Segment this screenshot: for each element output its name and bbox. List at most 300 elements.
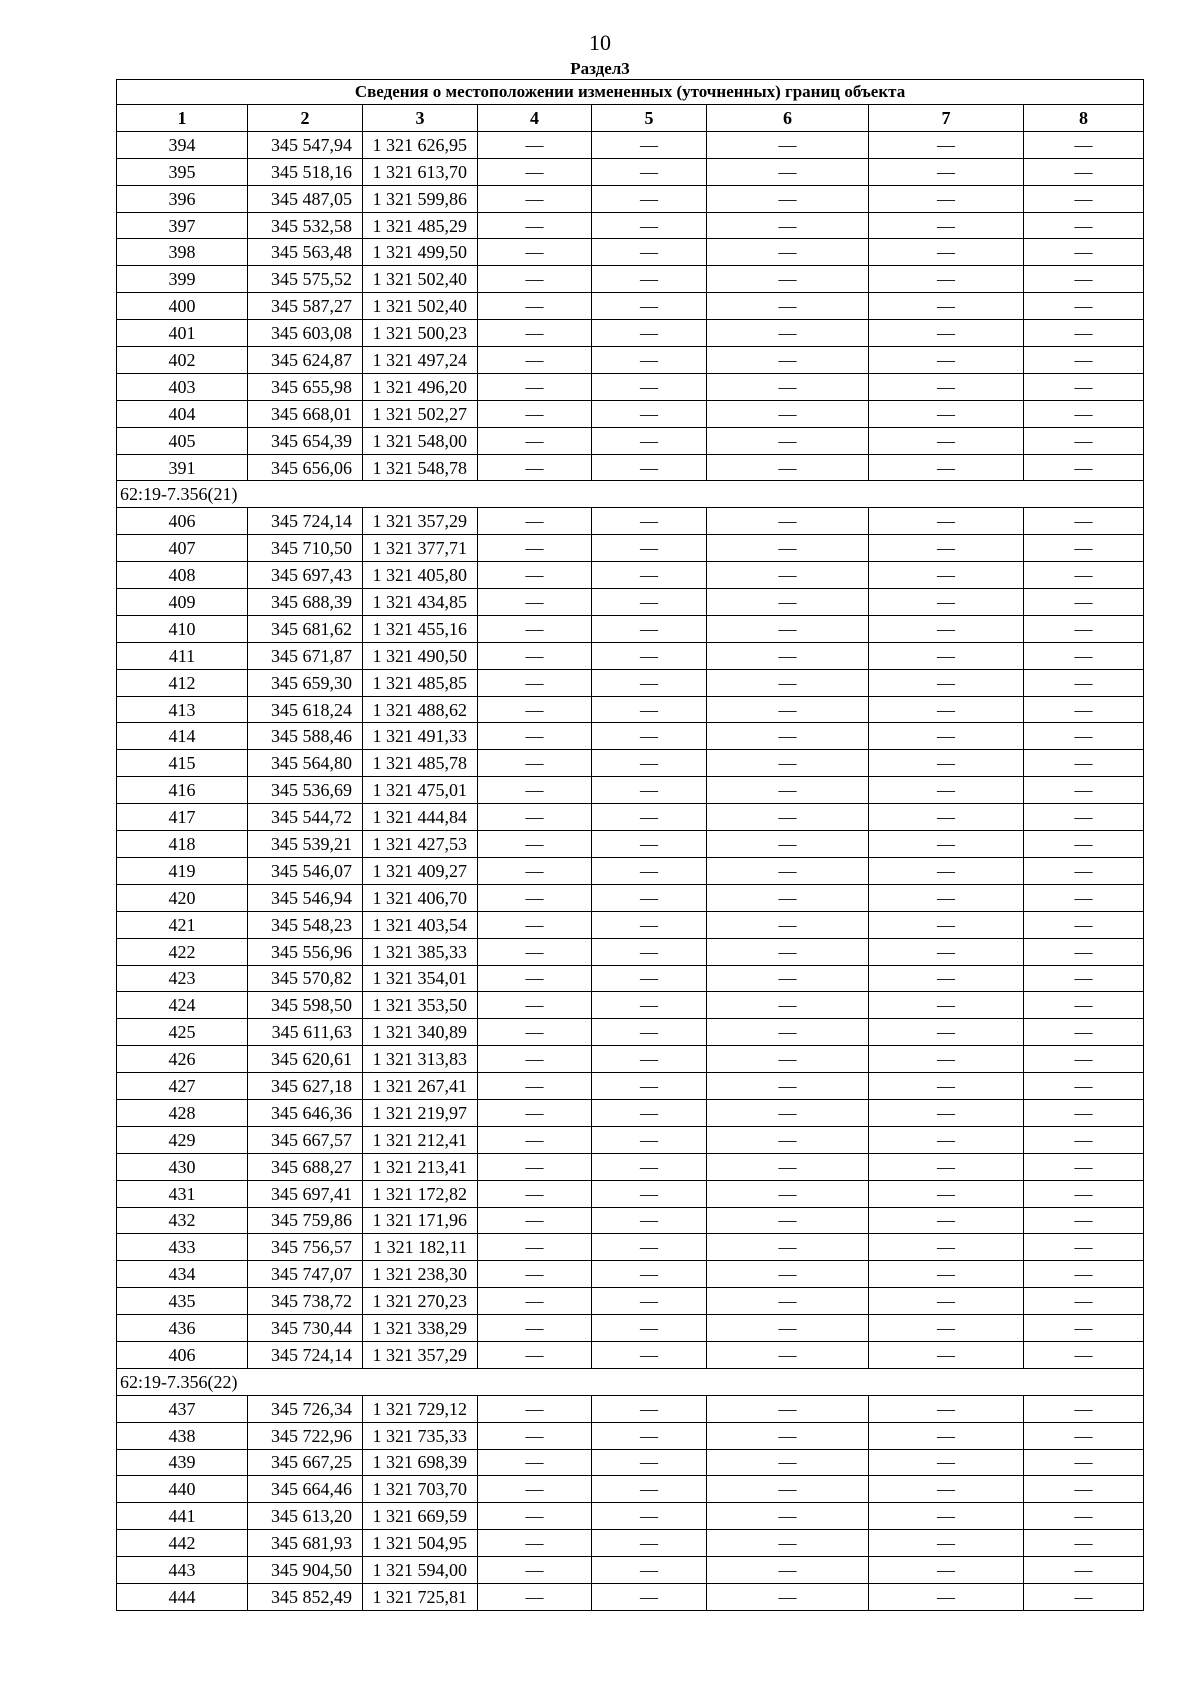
- empty-value-cell: —: [1024, 992, 1144, 1019]
- empty-value-cell: —: [592, 320, 707, 347]
- coordinate-x: 345 556,96: [248, 938, 363, 965]
- coordinate-x: 345 547,94: [248, 131, 363, 158]
- empty-value-cell: —: [1024, 347, 1144, 374]
- empty-value-cell: —: [869, 1153, 1024, 1180]
- empty-value-cell: —: [478, 266, 592, 293]
- point-number: 407: [117, 535, 248, 562]
- empty-value-cell: —: [592, 1341, 707, 1368]
- empty-value-cell: —: [592, 1288, 707, 1315]
- empty-value-cell: —: [478, 508, 592, 535]
- empty-value-cell: —: [707, 642, 869, 669]
- empty-value-cell: —: [478, 1153, 592, 1180]
- table-row: [117, 642, 1144, 669]
- point-number: 439: [117, 1449, 248, 1476]
- empty-value-cell: —: [869, 454, 1024, 481]
- empty-value-cell: —: [869, 750, 1024, 777]
- empty-value-cell: —: [869, 1422, 1024, 1449]
- boundary-coordinates-table: [116, 79, 1144, 1611]
- empty-value-cell: —: [478, 911, 592, 938]
- empty-value-cell: —: [1024, 400, 1144, 427]
- empty-value-cell: —: [478, 535, 592, 562]
- empty-value-cell: —: [478, 1180, 592, 1207]
- empty-value-cell: —: [592, 1395, 707, 1422]
- empty-value-cell: —: [1024, 911, 1144, 938]
- coordinate-y: 1 321 354,01: [363, 965, 478, 992]
- coordinate-x: 345 759,86: [248, 1207, 363, 1234]
- empty-value-cell: —: [707, 535, 869, 562]
- empty-value-cell: —: [592, 911, 707, 938]
- coordinate-y: 1 321 669,59: [363, 1503, 478, 1530]
- table-row: [117, 347, 1144, 374]
- empty-value-cell: —: [478, 857, 592, 884]
- table-row: [117, 696, 1144, 723]
- empty-value-cell: —: [707, 696, 869, 723]
- empty-value-cell: —: [478, 1315, 592, 1342]
- point-number: 411: [117, 642, 248, 669]
- empty-value-cell: —: [1024, 1019, 1144, 1046]
- empty-value-cell: —: [707, 1207, 869, 1234]
- empty-value-cell: —: [1024, 831, 1144, 858]
- empty-value-cell: —: [478, 1126, 592, 1153]
- empty-value-cell: —: [869, 1180, 1024, 1207]
- empty-value-cell: —: [1024, 777, 1144, 804]
- empty-value-cell: —: [592, 1557, 707, 1584]
- empty-value-cell: —: [707, 562, 869, 589]
- empty-value-cell: —: [478, 212, 592, 239]
- coordinate-x: 345 756,57: [248, 1234, 363, 1261]
- empty-value-cell: —: [478, 293, 592, 320]
- point-number: 443: [117, 1557, 248, 1584]
- empty-value-cell: —: [1024, 1126, 1144, 1153]
- empty-value-cell: —: [478, 831, 592, 858]
- empty-value-cell: —: [869, 642, 1024, 669]
- empty-value-cell: —: [1024, 1315, 1144, 1342]
- coordinate-x: 345 688,27: [248, 1153, 363, 1180]
- coordinate-y: 1 321 475,01: [363, 777, 478, 804]
- empty-value-cell: —: [592, 131, 707, 158]
- empty-value-cell: —: [869, 1557, 1024, 1584]
- empty-value-cell: —: [869, 589, 1024, 616]
- coordinate-x: 345 575,52: [248, 266, 363, 293]
- empty-value-cell: —: [478, 373, 592, 400]
- coordinate-y: 1 321 434,85: [363, 589, 478, 616]
- coordinate-x: 345 664,46: [248, 1476, 363, 1503]
- parcel-label: 62:19-7.356(21): [117, 481, 1144, 508]
- empty-value-cell: —: [478, 1046, 592, 1073]
- empty-value-cell: —: [869, 965, 1024, 992]
- empty-value-cell: —: [592, 1583, 707, 1610]
- table-row: [117, 750, 1144, 777]
- point-number: 410: [117, 615, 248, 642]
- empty-value-cell: —: [707, 615, 869, 642]
- coordinate-x: 345 730,44: [248, 1315, 363, 1342]
- empty-value-cell: —: [1024, 1099, 1144, 1126]
- empty-value-cell: —: [707, 804, 869, 831]
- empty-value-cell: —: [707, 400, 869, 427]
- column-number: 8: [1024, 105, 1144, 132]
- point-number: 396: [117, 185, 248, 212]
- table-row: [117, 1503, 1144, 1530]
- empty-value-cell: —: [707, 1530, 869, 1557]
- empty-value-cell: —: [869, 373, 1024, 400]
- empty-value-cell: —: [478, 884, 592, 911]
- empty-value-cell: —: [1024, 1073, 1144, 1100]
- coordinate-x: 345 544,72: [248, 804, 363, 831]
- point-number: 400: [117, 293, 248, 320]
- coordinate-x: 345 738,72: [248, 1288, 363, 1315]
- point-number: 406: [117, 1341, 248, 1368]
- empty-value-cell: —: [869, 1261, 1024, 1288]
- point-number: 422: [117, 938, 248, 965]
- empty-value-cell: —: [1024, 1476, 1144, 1503]
- empty-value-cell: —: [1024, 857, 1144, 884]
- column-number: 4: [478, 105, 592, 132]
- coordinate-x: 345 681,93: [248, 1530, 363, 1557]
- empty-value-cell: —: [478, 804, 592, 831]
- empty-value-cell: —: [478, 427, 592, 454]
- table-row: [117, 131, 1144, 158]
- point-number: 430: [117, 1153, 248, 1180]
- point-number: 418: [117, 831, 248, 858]
- coordinate-y: 1 321 485,85: [363, 669, 478, 696]
- empty-value-cell: —: [592, 1261, 707, 1288]
- empty-value-cell: —: [1024, 1503, 1144, 1530]
- table-row: [117, 1530, 1144, 1557]
- table-row: [117, 589, 1144, 616]
- coordinate-y: 1 321 703,70: [363, 1476, 478, 1503]
- empty-value-cell: —: [869, 158, 1024, 185]
- empty-value-cell: —: [707, 589, 869, 616]
- empty-value-cell: —: [592, 642, 707, 669]
- empty-value-cell: —: [1024, 1180, 1144, 1207]
- empty-value-cell: —: [869, 857, 1024, 884]
- table-row: [117, 804, 1144, 831]
- coordinate-x: 345 646,36: [248, 1099, 363, 1126]
- empty-value-cell: —: [869, 508, 1024, 535]
- empty-value-cell: —: [478, 723, 592, 750]
- empty-value-cell: —: [869, 1207, 1024, 1234]
- empty-value-cell: —: [1024, 1395, 1144, 1422]
- empty-value-cell: —: [1024, 589, 1144, 616]
- empty-value-cell: —: [1024, 965, 1144, 992]
- empty-value-cell: —: [1024, 535, 1144, 562]
- empty-value-cell: —: [592, 1234, 707, 1261]
- point-number: 391: [117, 454, 248, 481]
- coordinate-y: 1 321 500,23: [363, 320, 478, 347]
- empty-value-cell: —: [707, 1503, 869, 1530]
- empty-value-cell: —: [869, 1019, 1024, 1046]
- table-row: [117, 293, 1144, 320]
- coordinate-x: 345 587,27: [248, 293, 363, 320]
- empty-value-cell: —: [1024, 615, 1144, 642]
- coordinate-x: 345 627,18: [248, 1073, 363, 1100]
- empty-value-cell: —: [869, 1288, 1024, 1315]
- empty-value-cell: —: [478, 158, 592, 185]
- coordinate-y: 1 321 403,54: [363, 911, 478, 938]
- empty-value-cell: —: [478, 400, 592, 427]
- coordinate-y: 1 321 502,40: [363, 293, 478, 320]
- empty-value-cell: —: [592, 562, 707, 589]
- point-number: 436: [117, 1315, 248, 1342]
- table-row: [117, 158, 1144, 185]
- empty-value-cell: —: [592, 1099, 707, 1126]
- table-row: [117, 911, 1144, 938]
- empty-value-cell: —: [478, 669, 592, 696]
- coordinate-y: 1 321 488,62: [363, 696, 478, 723]
- empty-value-cell: —: [478, 777, 592, 804]
- empty-value-cell: —: [1024, 1341, 1144, 1368]
- empty-value-cell: —: [1024, 562, 1144, 589]
- coordinate-y: 1 321 735,33: [363, 1422, 478, 1449]
- empty-value-cell: —: [592, 427, 707, 454]
- coordinate-x: 345 747,07: [248, 1261, 363, 1288]
- table-row: [117, 1019, 1144, 1046]
- coordinate-x: 345 681,62: [248, 615, 363, 642]
- point-number: 420: [117, 884, 248, 911]
- table-row: [117, 1073, 1144, 1100]
- section-label: Раздел3: [570, 59, 630, 78]
- coordinate-x: 345 570,82: [248, 965, 363, 992]
- empty-value-cell: —: [592, 347, 707, 374]
- empty-value-cell: —: [869, 535, 1024, 562]
- empty-value-cell: —: [478, 696, 592, 723]
- empty-value-cell: —: [707, 131, 869, 158]
- empty-value-cell: —: [592, 1207, 707, 1234]
- table-row: [117, 1207, 1144, 1234]
- empty-value-cell: —: [869, 615, 1024, 642]
- empty-value-cell: —: [707, 1476, 869, 1503]
- empty-value-cell: —: [478, 1530, 592, 1557]
- coordinate-y: 1 321 698,39: [363, 1449, 478, 1476]
- coordinate-y: 1 321 267,41: [363, 1073, 478, 1100]
- empty-value-cell: —: [1024, 185, 1144, 212]
- empty-value-cell: —: [1024, 723, 1144, 750]
- table-row: [117, 400, 1144, 427]
- empty-value-cell: —: [592, 1046, 707, 1073]
- table-row: [117, 427, 1144, 454]
- empty-value-cell: —: [1024, 1288, 1144, 1315]
- empty-value-cell: —: [1024, 1234, 1144, 1261]
- empty-value-cell: —: [869, 239, 1024, 266]
- coordinate-y: 1 321 409,27: [363, 857, 478, 884]
- coordinate-y: 1 321 182,11: [363, 1234, 478, 1261]
- empty-value-cell: —: [869, 696, 1024, 723]
- empty-value-cell: —: [478, 562, 592, 589]
- coordinate-x: 345 656,06: [248, 454, 363, 481]
- empty-value-cell: —: [707, 1261, 869, 1288]
- empty-value-cell: —: [592, 158, 707, 185]
- empty-value-cell: —: [707, 212, 869, 239]
- table-row: [117, 1449, 1144, 1476]
- empty-value-cell: —: [1024, 1583, 1144, 1610]
- empty-value-cell: —: [478, 185, 592, 212]
- empty-value-cell: —: [707, 1341, 869, 1368]
- empty-value-cell: —: [1024, 427, 1144, 454]
- table-row: [117, 212, 1144, 239]
- empty-value-cell: —: [592, 589, 707, 616]
- point-number: 444: [117, 1583, 248, 1610]
- empty-value-cell: —: [478, 1449, 592, 1476]
- point-number: 409: [117, 589, 248, 616]
- group-row: [117, 481, 1144, 508]
- empty-value-cell: —: [478, 965, 592, 992]
- empty-value-cell: —: [707, 1288, 869, 1315]
- coordinate-y: 1 321 338,29: [363, 1315, 478, 1342]
- empty-value-cell: —: [869, 400, 1024, 427]
- table-row: [117, 669, 1144, 696]
- empty-value-cell: —: [707, 1099, 869, 1126]
- empty-value-cell: —: [592, 938, 707, 965]
- empty-value-cell: —: [869, 831, 1024, 858]
- point-number: 442: [117, 1530, 248, 1557]
- empty-value-cell: —: [707, 777, 869, 804]
- empty-value-cell: —: [592, 723, 707, 750]
- empty-value-cell: —: [592, 1449, 707, 1476]
- column-number: 6: [707, 105, 869, 132]
- coordinate-x: 345 603,08: [248, 320, 363, 347]
- coordinate-x: 345 539,21: [248, 831, 363, 858]
- empty-value-cell: —: [707, 1583, 869, 1610]
- empty-value-cell: —: [592, 293, 707, 320]
- coordinate-y: 1 321 490,50: [363, 642, 478, 669]
- point-number: 401: [117, 320, 248, 347]
- empty-value-cell: —: [1024, 750, 1144, 777]
- empty-value-cell: —: [707, 911, 869, 938]
- table-row: [117, 615, 1144, 642]
- empty-value-cell: —: [869, 427, 1024, 454]
- column-number: 2: [248, 105, 363, 132]
- empty-value-cell: —: [592, 535, 707, 562]
- point-number: 427: [117, 1073, 248, 1100]
- coordinate-x: 345 548,23: [248, 911, 363, 938]
- empty-value-cell: —: [592, 266, 707, 293]
- point-number: 419: [117, 857, 248, 884]
- point-number: 435: [117, 1288, 248, 1315]
- table-row: [117, 1046, 1144, 1073]
- coordinate-x: 345 655,98: [248, 373, 363, 400]
- coordinate-x: 345 904,50: [248, 1557, 363, 1584]
- empty-value-cell: —: [869, 669, 1024, 696]
- empty-value-cell: —: [707, 1557, 869, 1584]
- empty-value-cell: —: [592, 992, 707, 1019]
- empty-value-cell: —: [707, 750, 869, 777]
- table-row: [117, 1557, 1144, 1584]
- table-row: [117, 723, 1144, 750]
- coordinate-y: 1 321 377,71: [363, 535, 478, 562]
- coordinate-y: 1 321 496,20: [363, 373, 478, 400]
- empty-value-cell: —: [1024, 1046, 1144, 1073]
- empty-value-cell: —: [707, 723, 869, 750]
- coordinate-y: 1 321 270,23: [363, 1288, 478, 1315]
- empty-value-cell: —: [707, 965, 869, 992]
- empty-value-cell: —: [1024, 1153, 1144, 1180]
- empty-value-cell: —: [478, 1341, 592, 1368]
- empty-value-cell: —: [478, 615, 592, 642]
- table-row: [117, 1341, 1144, 1368]
- empty-value-cell: —: [707, 1153, 869, 1180]
- table-row: [117, 239, 1144, 266]
- empty-value-cell: —: [592, 1422, 707, 1449]
- coordinate-x: 345 724,14: [248, 508, 363, 535]
- empty-value-cell: —: [478, 1503, 592, 1530]
- table-body: [117, 131, 1144, 1610]
- empty-value-cell: —: [707, 508, 869, 535]
- empty-value-cell: —: [1024, 454, 1144, 481]
- table-caption: Сведения о местоположении измененных (уточненных) границ объекта: [117, 80, 1144, 105]
- empty-value-cell: —: [707, 347, 869, 374]
- empty-value-cell: —: [707, 427, 869, 454]
- empty-value-cell: —: [707, 1395, 869, 1422]
- coordinate-x: 345 588,46: [248, 723, 363, 750]
- coordinate-x: 345 697,41: [248, 1180, 363, 1207]
- table-row: [117, 1261, 1144, 1288]
- empty-value-cell: —: [592, 1126, 707, 1153]
- empty-value-cell: —: [869, 185, 1024, 212]
- empty-value-cell: —: [592, 804, 707, 831]
- coordinate-y: 1 321 504,95: [363, 1530, 478, 1557]
- table-row: [117, 535, 1144, 562]
- empty-value-cell: —: [869, 804, 1024, 831]
- empty-value-cell: —: [869, 293, 1024, 320]
- empty-value-cell: —: [592, 965, 707, 992]
- coordinate-y: 1 321 405,80: [363, 562, 478, 589]
- coordinate-x: 345 487,05: [248, 185, 363, 212]
- table-row: [117, 1153, 1144, 1180]
- empty-value-cell: —: [869, 212, 1024, 239]
- coordinate-y: 1 321 171,96: [363, 1207, 478, 1234]
- empty-value-cell: —: [707, 1126, 869, 1153]
- column-number: 7: [869, 105, 1024, 132]
- point-number: 416: [117, 777, 248, 804]
- coordinate-x: 345 532,58: [248, 212, 363, 239]
- empty-value-cell: —: [707, 1449, 869, 1476]
- empty-value-cell: —: [869, 347, 1024, 374]
- coordinate-y: 1 321 219,97: [363, 1099, 478, 1126]
- coordinate-y: 1 321 406,70: [363, 884, 478, 911]
- point-number: 406: [117, 508, 248, 535]
- empty-value-cell: —: [1024, 1207, 1144, 1234]
- table-row: [117, 1180, 1144, 1207]
- empty-value-cell: —: [707, 1234, 869, 1261]
- coordinate-x: 345 563,48: [248, 239, 363, 266]
- point-number: 398: [117, 239, 248, 266]
- empty-value-cell: —: [869, 1476, 1024, 1503]
- empty-value-cell: —: [1024, 508, 1144, 535]
- empty-value-cell: —: [1024, 239, 1144, 266]
- empty-value-cell: —: [1024, 1449, 1144, 1476]
- empty-value-cell: —: [592, 1153, 707, 1180]
- empty-value-cell: —: [592, 1530, 707, 1557]
- empty-value-cell: —: [592, 884, 707, 911]
- coordinate-y: 1 321 427,53: [363, 831, 478, 858]
- empty-value-cell: —: [478, 1422, 592, 1449]
- empty-value-cell: —: [592, 212, 707, 239]
- table-row: [117, 185, 1144, 212]
- empty-value-cell: —: [1024, 642, 1144, 669]
- empty-value-cell: —: [478, 454, 592, 481]
- empty-value-cell: —: [478, 1234, 592, 1261]
- coordinate-x: 345 659,30: [248, 669, 363, 696]
- point-number: 399: [117, 266, 248, 293]
- empty-value-cell: —: [478, 1557, 592, 1584]
- table-row: [117, 965, 1144, 992]
- coordinate-x: 345 620,61: [248, 1046, 363, 1073]
- point-number: 429: [117, 1126, 248, 1153]
- table-row: [117, 992, 1144, 1019]
- coordinate-x: 345 618,24: [248, 696, 363, 723]
- point-number: 432: [117, 1207, 248, 1234]
- coordinate-x: 345 624,87: [248, 347, 363, 374]
